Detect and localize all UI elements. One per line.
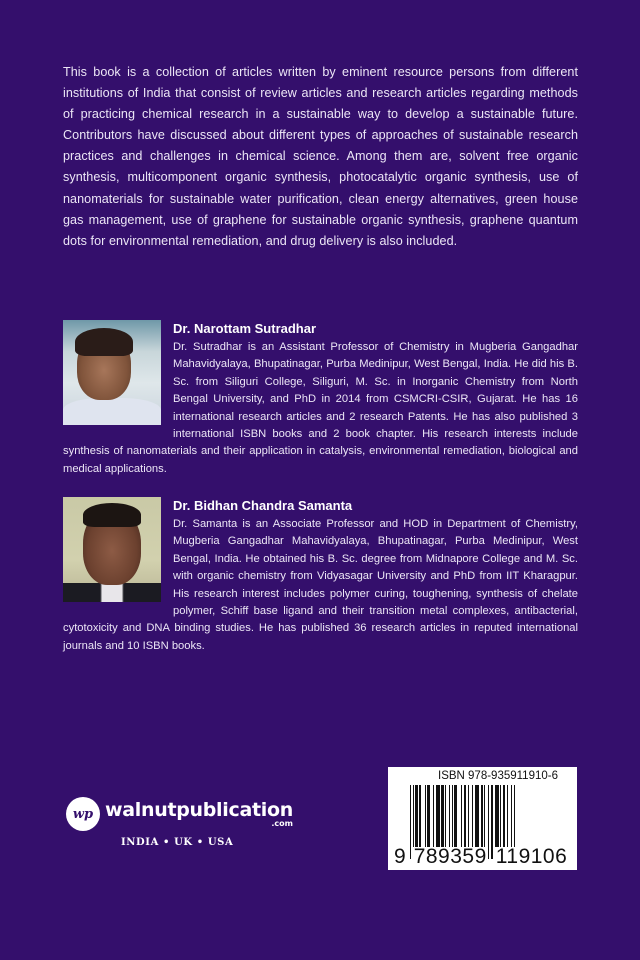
author-name: Dr. Bidhan Chandra Samanta [173,498,353,513]
author-photo [63,497,161,602]
photo-shirt [63,398,161,425]
photo-suit [63,583,161,602]
publisher-regions: INDIA • UK • USA [121,837,234,848]
author-section-sutradhar [63,320,578,478]
walnut-logo-icon: wp [66,797,100,831]
logo-wordmark [105,798,293,828]
isbn-barcode [388,767,577,870]
barcode-digit-group-right: 119106 [495,845,568,868]
author-section-samanta [63,497,578,655]
barcode-digit-group-left: 789359 [413,845,487,868]
publisher-domain-suffix: .com [271,818,293,828]
photo-hair [83,503,141,527]
author-bio: Dr. Sutradhar is an Assistant Professor of Chemistry in Mugberia Gangadhar Mahavidyalaya, Bhupatinagar, Purba Medinipur, West Bengal, India. He did his B. Sc. from Siliguri College, Siliguri, M. Sc. in Inorganic Chemistry from North Bengal University, and PhD in 2014 from CSMCRI-CSIR, Gujarat. He has 16 international research articles and 2 research Patents. He has also published 3 international ISBN books and 2 book chapter. His research interests include synthesis of nanomaterials and their application in catalysis, environmental remediation, biological and medical applications. [63,341,578,475]
barcode-digits [394,847,567,867]
publisher-logo [66,797,296,848]
barcode-lead-digit: 9 [394,845,406,868]
author-name: Dr. Narottam Sutradhar [173,321,317,336]
logo-row [66,797,296,831]
author-photo [63,320,161,425]
isbn-label: ISBN 978-935911910-6 [438,770,558,782]
back-cover-blurb: This book is a collection of articles written by eminent resource persons from different institutions of India that consist of review articles and research articles regarding methods of practicing chemical research in a sustainable way to develop a sustainable future. Contributors have discussed about different types of approaches of sustainable research practices and challenges in chemical science. Among them are, solvent free organic synthesis, multicomponent organic synthesis, photocatalytic organic synthesis, use of nanomaterials for sustainable water purification, clean energy alternatives, green house gas management, use of graphene for sustainable organic synthesis, graphene quantum dots for environmental remediation, and drug delivery is also included. [63,65,578,248]
author-bio: Dr. Samanta is an Associate Professor and HOD in Department of Chemistry, Mugberia Gangadhar Mahavidyalaya, Bhupatinagar, Purba Medinipur, West Bengal, India. He obtained his B. Sc. degree from Midnapore College and M. Sc. with organic chemistry from Vidyasagar University and PhD from IIT Kharagpur. His research interest includes polymer curing, toughening, synthesis of chelate polymer, Schiff base ligand and their transition metal complexes, antibacterial, cytotoxicity and DNA binding studies. He has published 36 research articles in reputed international journals and 10 ISBN books. [63,518,578,652]
photo-hair [75,328,133,356]
publisher-name: walnutpublication [105,798,293,821]
